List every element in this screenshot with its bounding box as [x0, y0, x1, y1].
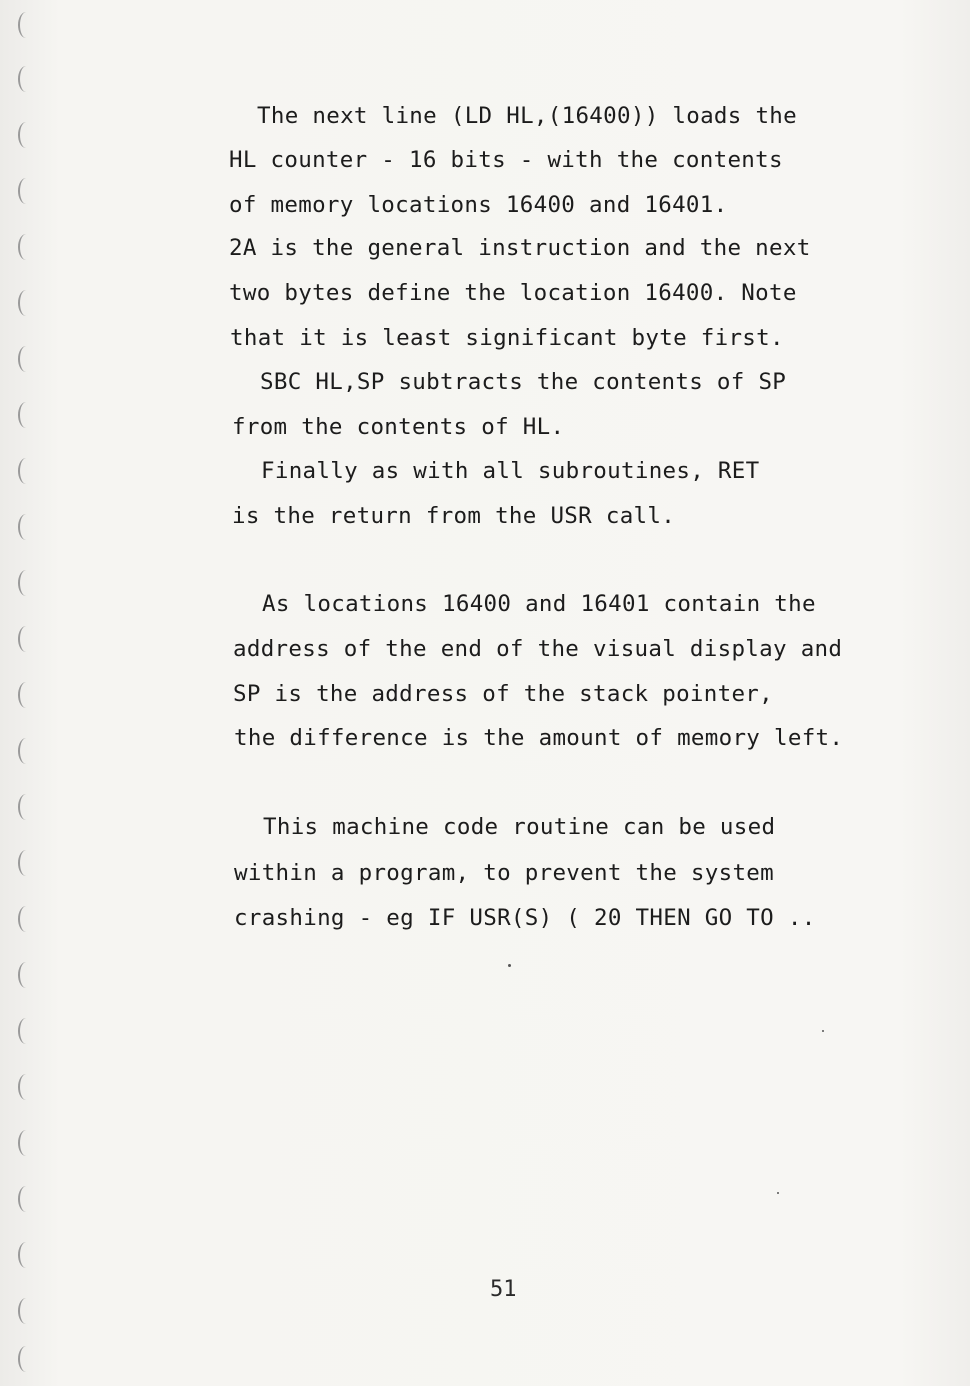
binding-hole: [18, 738, 34, 764]
binding-hole: [18, 794, 34, 820]
text-line: SP is the address of the stack pointer,: [233, 681, 773, 707]
binding-hole: [18, 1018, 34, 1044]
text-line: The next line (LD HL,(16400)) loads the: [257, 103, 797, 129]
binding-hole: [18, 1186, 34, 1212]
binding-hole: [18, 850, 34, 876]
binding-hole: [18, 234, 34, 260]
binding-hole: [18, 1242, 34, 1268]
text-line: two bytes define the location 16400. Note: [229, 280, 797, 306]
binding-hole: [18, 12, 34, 38]
binding-hole: [18, 458, 34, 484]
binding-hole: [18, 1298, 34, 1324]
text-line: 2A is the general instruction and the next: [229, 235, 811, 261]
binding-hole: [18, 1346, 34, 1372]
binding-hole: [18, 906, 34, 932]
paper-speck: [822, 1030, 824, 1032]
paper-speck: [508, 964, 511, 967]
binding-holes: [12, 0, 42, 1386]
text-line: address of the end of the visual display and: [233, 636, 843, 662]
page-number: 51: [490, 1277, 517, 1302]
binding-hole: [18, 346, 34, 372]
binding-hole: [18, 402, 34, 428]
binding-hole: [18, 570, 34, 596]
text-line: from the contents of HL.: [232, 414, 565, 440]
binding-hole: [18, 682, 34, 708]
binding-hole: [18, 1074, 34, 1100]
text-line: SBC HL,SP subtracts the contents of SP: [260, 369, 787, 395]
text-line: crashing - eg IF USR(S) ( 20 THEN GO TO ..: [234, 905, 816, 931]
binding-hole: [18, 1130, 34, 1156]
binding-hole: [18, 66, 34, 92]
text-line: the difference is the amount of memory left.: [234, 725, 844, 751]
binding-hole: [18, 962, 34, 988]
binding-hole: [18, 514, 34, 540]
text-line: HL counter - 16 bits - with the contents: [229, 147, 783, 173]
binding-hole: [18, 290, 34, 316]
binding-hole: [18, 178, 34, 204]
text-line: Finally as with all subroutines, RET: [261, 458, 760, 484]
paper-speck: [777, 1192, 779, 1194]
binding-hole: [18, 626, 34, 652]
text-line: As locations 16400 and 16401 contain the: [262, 591, 816, 617]
text-line: that it is least significant byte first.: [230, 325, 784, 351]
text-line: within a program, to prevent the system: [234, 860, 774, 886]
text-line: is the return from the USR call.: [232, 503, 676, 529]
text-line: of memory locations 16400 and 16401.: [229, 192, 728, 218]
binding-hole: [18, 122, 34, 148]
text-line: This machine code routine can be used: [263, 814, 776, 840]
